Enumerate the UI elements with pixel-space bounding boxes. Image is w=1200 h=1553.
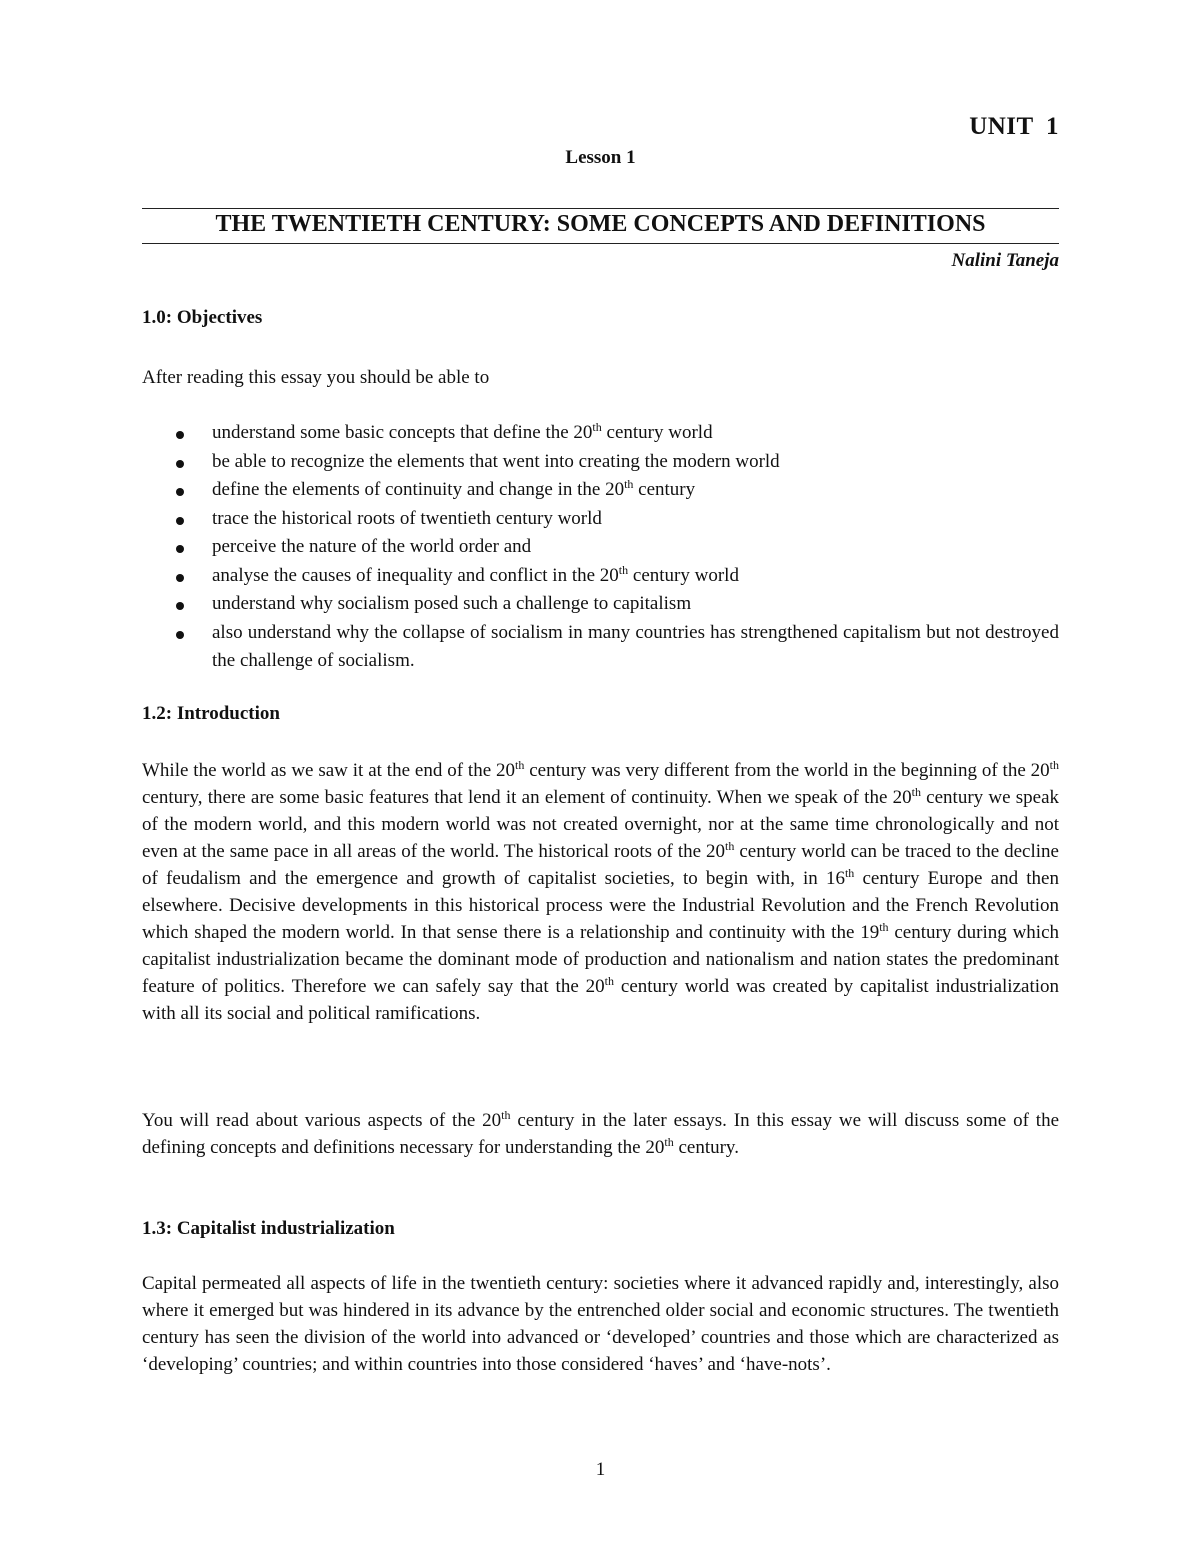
- bullet-icon: [176, 488, 184, 496]
- list-item: understand some basic concepts that define the 20th century world: [142, 419, 1059, 448]
- title-rule-bottom: [142, 243, 1059, 244]
- page-number: 1: [595, 1459, 606, 1480]
- bullet-icon: [176, 574, 184, 582]
- bullet-icon: [176, 545, 184, 553]
- list-item: perceive the nature of the world order and: [142, 533, 1059, 562]
- bullet-icon: [176, 431, 184, 439]
- introduction-paragraph-2: You will read about various aspects of the 20th century in the later essays. In this essay we will discuss some of the defining concepts and definitions necessary for understanding the 20th century.: [142, 1108, 1059, 1158]
- lesson-label: Lesson 1: [565, 147, 636, 168]
- objectives-list: [142, 419, 1059, 676]
- capitalist-paragraph: Capital permeated all aspects of life in the twentieth century: societies where it advanced rapidly and, interestingly, also where it emerged but was hindered in its advance by the entrenched older social and economic structures. The twentieth century has seen the division of the world into advanced or ‘developed’ countries and those which are characterized as ‘developing’ countries; and within countries into those considered ‘haves’ and ‘have-nots’.: [142, 1273, 1059, 1375]
- bullet-icon: [176, 602, 184, 610]
- list-item: understand why socialism posed such a challenge to capitalism: [142, 590, 1059, 619]
- introduction-paragraph-1: While the world as we saw it at the end of the 20th century was very different from the world in the beginning of the 20th century, there are some basic features that lend it an element of continuity. When we speak of the 20th century we speak of the modern world, and this modern world was not created overnight, nor at the same time chronologically and not even at the same pace in all areas of the world. The historical roots of the 20th century world can be traced to the decline of feudalism and the emergence and growth of capitalist societies, to begin with, in 16th century Europe and then elsewhere. Decisive developments in this historical process were the Industrial Revolution and the French Revolution which shaped the modern world. In that sense there is a relationship and continuity with the 19th century during which capitalist industrialization became the dominant mode of production and nationalism and nation states the predominant feature of politics. Therefore we can safely say that the 20th century world was created by capitalist industrialization with all its social and political ramifications.: [142, 758, 1060, 1024]
- author-name: Nalini Taneja: [951, 250, 1059, 271]
- capitalist-heading: 1.3: Capitalist industrialization: [142, 1218, 395, 1239]
- list-item: be able to recognize the elements that went into creating the modern world: [142, 448, 1059, 477]
- title-rule-top: [142, 208, 1059, 209]
- introduction-heading: 1.2: Introduction: [142, 703, 280, 724]
- document-page: [142, 0, 1059, 1553]
- objectives-intro: After reading this essay you should be able to: [142, 367, 490, 388]
- list-item: define the elements of continuity and change in the 20th century: [142, 476, 1059, 505]
- list-item: trace the historical roots of twentieth century world: [142, 505, 1059, 534]
- bullet-icon: [176, 517, 184, 525]
- bullet-icon: [176, 631, 184, 639]
- objectives-heading: 1.0: Objectives: [142, 307, 263, 328]
- unit-label: UNIT 1: [969, 113, 1059, 140]
- list-item: analyse the causes of inequality and conflict in the 20th century world: [142, 562, 1059, 591]
- list-item: also understand why the collapse of socialism in many countries has strengthened capitalism but not destroyed the challenge of socialism.: [142, 619, 1059, 676]
- bullet-icon: [176, 460, 184, 468]
- page-title: THE TWENTIETH CENTURY: SOME CONCEPTS AND DEFINITIONS: [215, 211, 986, 237]
